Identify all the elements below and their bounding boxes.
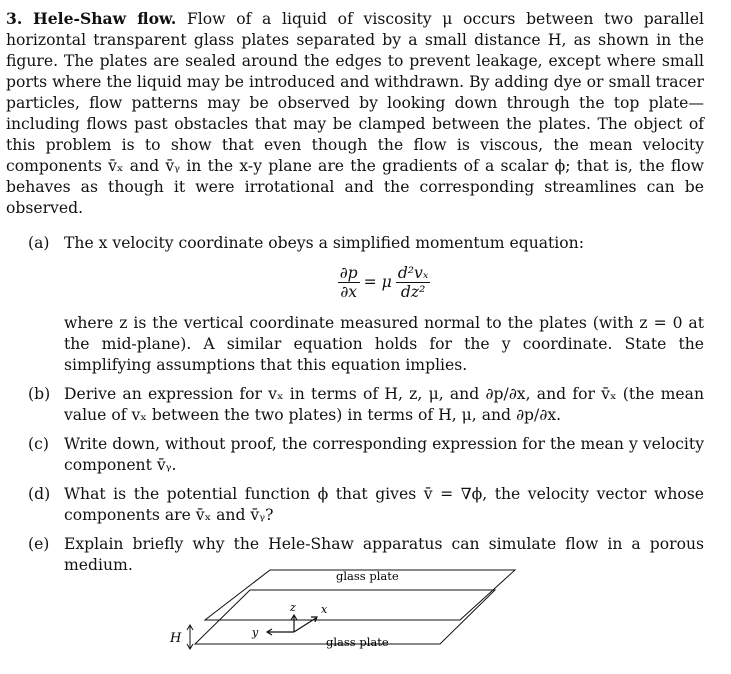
eq-rhs-denominator: dz² <box>400 283 426 301</box>
eq-rhs-fraction <box>396 264 431 301</box>
part-b <box>6 384 704 426</box>
eq-lhs-fraction <box>338 264 360 301</box>
part-b-text: Derive an expression for vₓ in terms of H, z, μ, and ∂p/∂x, and for v̄ₓ (the mean value of vₓ between the two plates) in terms of H, μ, and ∂p/∂x. <box>64 385 704 424</box>
part-a-label: (a) <box>28 234 50 252</box>
part-a-after: where z is the vertical coordinate measured normal to the plates (with z = 0 at the mid-plane). A similar equation holds for the y coordinate. State the simplifying assumptions that this equation implies. <box>64 314 704 374</box>
part-c <box>6 434 704 476</box>
part-e-label: (e) <box>28 535 50 553</box>
problem-title: Hele-Shaw flow. <box>32 9 177 28</box>
part-e-text: Explain briefly why the Hele-Shaw apparatus can simulate flow in a porous medium. <box>64 535 704 574</box>
hele-shaw-diagram <box>160 556 540 668</box>
gap-H-indicator <box>169 625 193 649</box>
part-d-label: (d) <box>28 485 51 503</box>
problem-intro-text: Flow of a liquid of viscosity μ occurs between two parallel horizontal transparent glass plates separated by a small distance H, as shown in the figure. The plates are sealed around the edges to prevent leakage, except where small ports where the liquid may be introduced and withdrawn. By adding dye or small tracer particles, flow patterns may be observed by looking down through the top plate—including flows past obstacles that may be clamped between the plates. The object of this problem is to show that even though the flow is viscous, the mean velocity components v̄ₓ and v̄ᵧ in the x-y plane are the gradients of a scalar ϕ; that is, the flow behaves as though it were irrotational and the corresponding streamlines can be observed. <box>6 10 704 217</box>
eq-lhs-numerator: ∂p <box>339 264 358 282</box>
axis-x-label: x <box>321 603 328 616</box>
part-a-text: The x velocity coordinate obeys a simplified momentum equation: <box>64 234 584 252</box>
eq-rhs-numerator: d²vₓ <box>397 264 429 282</box>
bottom-plate-label: glass plate <box>326 635 389 649</box>
problem-intro <box>6 8 704 219</box>
part-d-text: What is the potential function ϕ that gives v̄ = ∇ϕ, the velocity vector whose components are v̄ₓ and v̄ᵧ? <box>64 485 704 524</box>
axis-z-label: z <box>290 601 296 614</box>
problem-block <box>6 8 704 576</box>
part-d <box>6 484 704 526</box>
axis-y-label: y <box>252 626 259 639</box>
momentum-equation <box>64 264 704 301</box>
top-plate-label: glass plate <box>336 569 399 583</box>
gap-label: H <box>170 631 182 646</box>
hele-shaw-figure <box>160 556 540 668</box>
eq-lhs-denominator: ∂x <box>340 283 358 301</box>
part-c-text: Write down, without proof, the corresponding expression for the mean y velocity component v̄ᵧ. <box>64 435 704 474</box>
problem-number: 3. <box>6 9 23 28</box>
part-a <box>6 233 704 376</box>
part-c-label: (c) <box>28 435 49 453</box>
part-b-label: (b) <box>28 385 51 403</box>
eq-equals-mu: = μ <box>363 273 392 291</box>
